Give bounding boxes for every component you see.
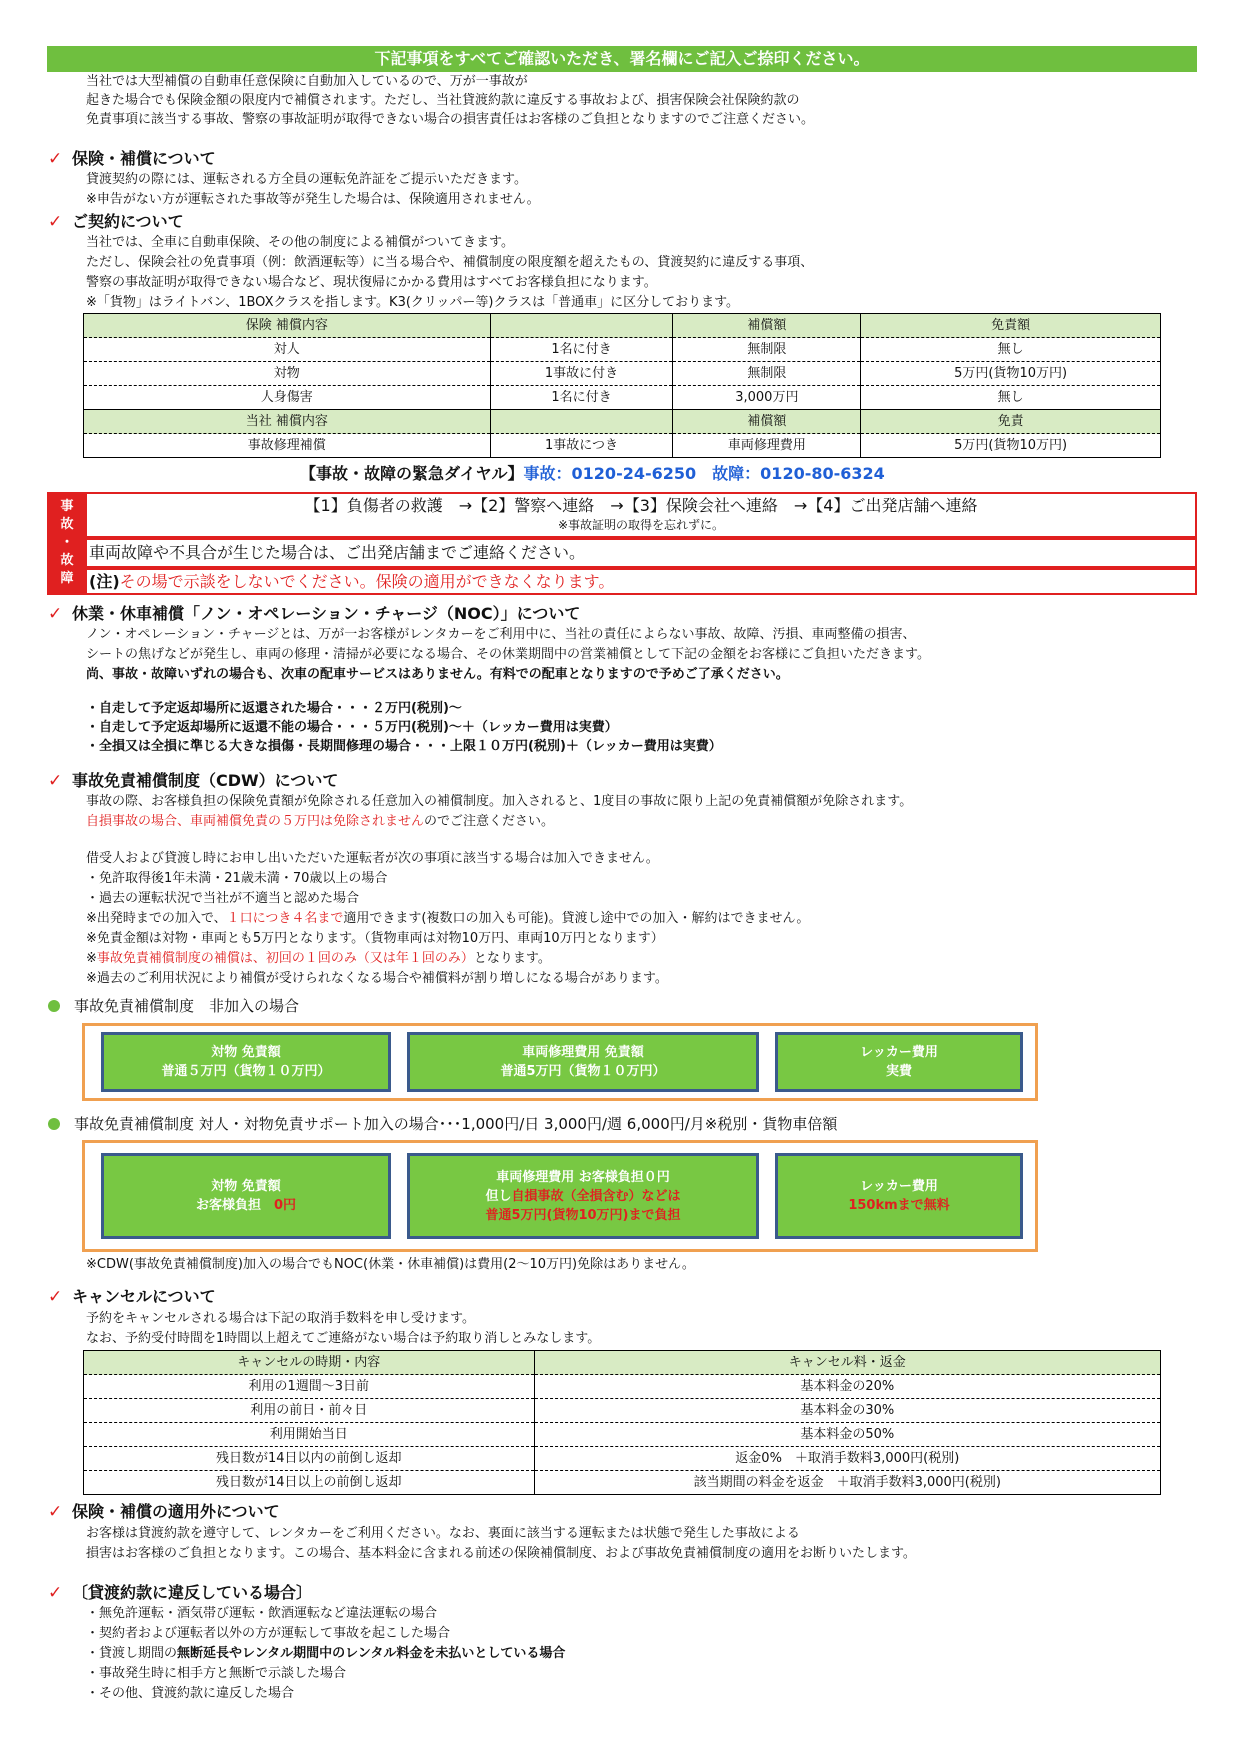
check-icon: ✓ — [48, 212, 63, 232]
join-property: 対物 免責額 お客様負担 0円 — [101, 1153, 391, 1239]
table-row — [84, 1423, 1161, 1447]
table-cell: 1事故に付き — [490, 362, 673, 386]
text-line: ※「貨物」はライトバン、1BOXクラスを指します。K3(クリッパー等)クラスは「普通車」に区分しております。 — [86, 295, 740, 310]
non-join-tow: レッカー費用 実費 — [775, 1032, 1023, 1092]
table-row — [84, 1447, 1161, 1471]
non-join-title: 事故免責補償制度 非加入の場合 — [48, 995, 299, 1017]
violation-item: ・事故発生時に相手方と無断で示談した場合 — [86, 1666, 347, 1681]
table-cell — [490, 314, 673, 338]
check-icon: ✓ — [48, 604, 63, 624]
table-cell: 返金0% ＋取消手数料3,000円(税別) — [534, 1447, 1160, 1471]
table-cell: 利用の1週間～3日前 — [84, 1375, 535, 1399]
table-cell: 車両修理費用 — [673, 434, 861, 458]
table-cell: 利用の前日・前々日 — [84, 1399, 535, 1423]
join-box — [82, 1140, 1038, 1252]
table-row — [84, 338, 1161, 362]
text-line: 損害はお客様のご負担となります。この場合、基本料金に含まれる前述の保険補償制度、および事故免責補償制度の適用をお断りいたします。 — [86, 1546, 916, 1561]
text-line: ※出発時までの加入で、１口につき４名まで適用できます(複数口の加入も可能)。貸渡し途中での加入・解約はできません。 — [86, 911, 810, 926]
table-header-row — [84, 314, 1161, 338]
emergency-steps-box — [85, 492, 1197, 538]
table-cell: 基本料金の50% — [534, 1423, 1160, 1447]
table-cell: 免責額 — [861, 314, 1161, 338]
table-cell: 無制限 — [673, 338, 861, 362]
breakdown-line: 車両故障や不具合が生じた場合は、ご出発店舗までご連絡ください。 — [89, 543, 586, 562]
table-cell: 対人 — [84, 338, 491, 362]
table-cell: 利用開始当日 — [84, 1423, 535, 1447]
table-header-cell: キャンセル料・返金 — [534, 1351, 1160, 1375]
table-cell: 無制限 — [673, 362, 861, 386]
table-row — [84, 1375, 1161, 1399]
table-cell: 1名に付き — [490, 386, 673, 410]
text-line: ※申告がない方が運転された事故等が発生した場合は、保険適用されません。 — [86, 192, 540, 207]
text-line: 事故の際、お客様負担の保険免責額が免除される任意加入の補償制度。加入されると、1度目の事故に限り上記の免責補償額が免除されます。 — [86, 794, 913, 809]
cancel-table — [83, 1350, 1161, 1495]
table-row — [84, 1399, 1161, 1423]
table-row — [84, 386, 1161, 410]
noc-item: ・自走して予定返却場所に返還された場合・・・２万円(税別)～ — [86, 701, 462, 716]
text-line: ※事故免責補償制度の補償は、初回の１回のみ（又は年１回のみ）となります。 — [86, 951, 551, 966]
table-cell: 1名に付き — [490, 338, 673, 362]
section-title-violation: ✓ 〔貸渡約款に違反している場合〕 — [48, 1583, 313, 1603]
text-line: 当社では、全車に自動車保険、その他の制度による補償がついてきます。 — [86, 235, 514, 250]
table-cell: 5万円(貨物10万円) — [861, 362, 1161, 386]
section-title-insurance: ✓ 保険・補償について — [48, 149, 216, 169]
table-cell: 残日数が14日以内の前倒し返却 — [84, 1447, 535, 1471]
section-title-contract: ✓ ご契約について — [48, 212, 184, 232]
breakdown-number: 故障：0120-80-6324 — [712, 464, 885, 483]
check-icon: ✓ — [48, 1502, 63, 1522]
table-cell: 1事故につき — [490, 434, 673, 458]
check-icon: ✓ — [48, 149, 63, 169]
noc-item: ・全損又は全損に準じる大きな損傷・長期間修理の場合・・・上限１０万円(税別)＋（レッカー費用は実費） — [86, 739, 722, 754]
text-line: 自損事故の場合、車両補償免責の５万円は免除されませんのでご注意ください。 — [86, 814, 555, 829]
emergency-dial: 【事故・故障の緊急ダイヤル】事故：0120-24-6250 故障：0120-80-6324 — [300, 464, 885, 483]
join-title: 事故免責補償制度 対人・対物免責サポート加入の場合･･･1,000円/日 3,000円/週 6,000円/月※税別・貨物車倍額 — [48, 1113, 837, 1135]
text-line: シートの焦げなどが発生し、車両の修理・清掃が必要になる場合、その休業期間中の営業補償として下記の金額をお客様にご負担いただきます。 — [86, 647, 930, 662]
table-cell: 対物 — [84, 362, 491, 386]
table-cell: 事故修理補償 — [84, 434, 491, 458]
table-cell: 基本料金の30% — [534, 1399, 1160, 1423]
intro-line: 免責事項に該当する事故、警察の事故証明が取得できない場合の損害責任はお客様のご負担となりますのでご注意ください。 — [86, 112, 815, 127]
text-line: 貸渡契約の際には、運転される方全員の運転免許証をご提示いただきます。 — [86, 172, 527, 187]
text-line: ※過去のご利用状況により補償が受けられなくなる場合や補償料が割り増しになる場合があります。 — [86, 971, 668, 986]
table-cell — [490, 410, 673, 434]
violation-item: ・その他、貸渡約款に違反した場合 — [86, 1686, 295, 1701]
accident-number: 事故：0120-24-6250 — [523, 464, 697, 483]
join-tow: レッカー費用 150kmまで無料 — [775, 1153, 1023, 1239]
check-icon: ✓ — [48, 1287, 63, 1307]
section-title-noc: ✓ 休業・休車補償「ノン・オペレーション・チャージ（NOC）」について — [48, 604, 581, 624]
emergency-tab-label: 事 故 ・ 故 障 — [47, 492, 87, 595]
section-title-cancel: ✓ キャンセルについて — [48, 1287, 216, 1307]
text-line-bold: 尚、事故・故障いずれの場合も、次車の配車サービスはありません。有料での配車となりますので予めご了承ください。 — [86, 667, 789, 682]
bullet-dot-icon — [48, 1000, 60, 1012]
text-line: 予約をキャンセルされる場合は下記の取消手数料を申し受けます。 — [86, 1311, 475, 1326]
table-row — [84, 1471, 1161, 1495]
no-settlement-note: (注)その場で示談をしないでください。保険の適用ができなくなります。 — [89, 572, 615, 591]
breakdown-box — [85, 538, 1197, 568]
table-header-row — [84, 410, 1161, 434]
check-icon: ✓ — [48, 1583, 63, 1603]
table-cell: 当社 補償内容 — [84, 410, 491, 434]
no-settlement-box — [85, 568, 1197, 595]
table-row — [84, 362, 1161, 386]
table-cell: 保険 補償内容 — [84, 314, 491, 338]
table-cell: 無し — [861, 338, 1161, 362]
table-cell: 補償額 — [673, 410, 861, 434]
section-title-cdw: ✓ 事故免責補償制度（CDW）について — [48, 771, 339, 791]
non-join-vehicle: 車両修理費用 免責額 普通5万円（貨物１０万円） — [407, 1032, 759, 1092]
table-cell: 基本料金の20% — [534, 1375, 1160, 1399]
table-cell: 残日数が14日以上の前倒し返却 — [84, 1471, 535, 1495]
table-header-cell: キャンセルの時期・内容 — [84, 1351, 535, 1375]
table-cell: 無し — [861, 386, 1161, 410]
violation-item: ・無免許運転・酒気帯び運転・飲酒運転など違法運転の場合 — [86, 1606, 438, 1621]
non-join-box — [82, 1023, 1038, 1101]
non-join-property: 対物 免責額 普通５万円（貨物１０万円） — [101, 1032, 391, 1092]
table-cell: 人身傷害 — [84, 386, 491, 410]
cdw-noc-note: ※CDW(事故免責補償制度)加入の場合でもNOC(休業・休車補償)は費用(2～10万円)免除はありません。 — [86, 1257, 695, 1272]
join-vehicle: 車両修理費用 お客様負担０円 但し自損事故（全損含む）などは 普通5万円(貨物10万円)まで負担 — [407, 1153, 759, 1239]
section-title-exclusion: ✓ 保険・補償の適用外について — [48, 1502, 280, 1522]
violation-item: ・貸渡し期間の無断延長やレンタル期間中のレンタル料金を未払いとしている場合 — [86, 1646, 566, 1661]
text-line: ・免許取得後1年未満・21歳未満・70歳以上の場合 — [86, 871, 388, 886]
table-cell: 補償額 — [673, 314, 861, 338]
violation-item: ・契約者および運転者以外の方が運転して事故を起こした場合 — [86, 1626, 451, 1641]
check-icon: ✓ — [48, 771, 63, 791]
table-cell: 該当期間の料金を返金 ＋取消手数料3,000円(税別) — [534, 1471, 1160, 1495]
noc-item: ・自走して予定返却場所に返還不能の場合・・・５万円(税別)～＋（レッカー費用は実費） — [86, 720, 618, 735]
text-line: 借受人および貸渡し時にお申し出いただいた運転者が次の事項に該当する場合は加入できません。 — [86, 851, 659, 866]
text-line: ※免責金額は対物・車両とも5万円となります。（貨物車両は対物10万円、車両10万円となります） — [86, 931, 664, 946]
intro-line: 当社では大型補償の自動車任意保険に自動加入しているので、万が一事故が — [86, 74, 528, 89]
text-line: ・過去の運転状況で当社が不適当と認めた場合 — [86, 891, 360, 906]
table-cell: 3,000万円 — [673, 386, 861, 410]
table-cell: 5万円(貨物10万円) — [861, 434, 1161, 458]
text-line: なお、予約受付時間を1時間以上超えてご連絡がない場合は予約取り消しとみなします。 — [86, 1331, 601, 1346]
intro-line: 起きた場合でも保険金額の限度内で補償されます。ただし、当社貸渡約款に違反する事故および、損害保険会社保険約款の — [86, 93, 800, 108]
emergency-steps-note: ※事故証明の取得を忘れずに。 — [557, 518, 725, 532]
text-line: ただし、保険会社の免責事項（例：飲酒運転等）に当る場合や、補償制度の限度額を超えたもの、貸渡契約に違反する事項、 — [86, 255, 814, 270]
text-line: 警察の事故証明が取得できない場合など、現状復帰にかかる費用はすべてお客様負担になります。 — [86, 275, 657, 290]
bullet-dot-icon — [48, 1118, 60, 1130]
text-line: ノン・オペレーション・チャージとは、万が一お客様がレンタカーをご利用中に、当社の責任によらない事故、故障、汚損、車両整備の損害、 — [86, 627, 916, 642]
emergency-steps: 【1】負傷者の救護 →【2】警察へ連絡 →【3】保険会社へ連絡 →【4】ご出発店舗へ連絡 — [304, 496, 978, 515]
table-row — [84, 434, 1161, 458]
instruction-banner: 下記事項をすべてご確認いただき、署名欄にご記入ご捺印ください。 — [47, 46, 1197, 72]
text-line: お客様は貸渡約款を遵守して、レンタカーをご利用ください。なお、裏面に該当する運転または状態で発生した事故による — [86, 1526, 800, 1541]
table-cell: 免責 — [861, 410, 1161, 434]
table-header-row — [84, 1351, 1161, 1375]
insurance-table — [83, 313, 1161, 458]
